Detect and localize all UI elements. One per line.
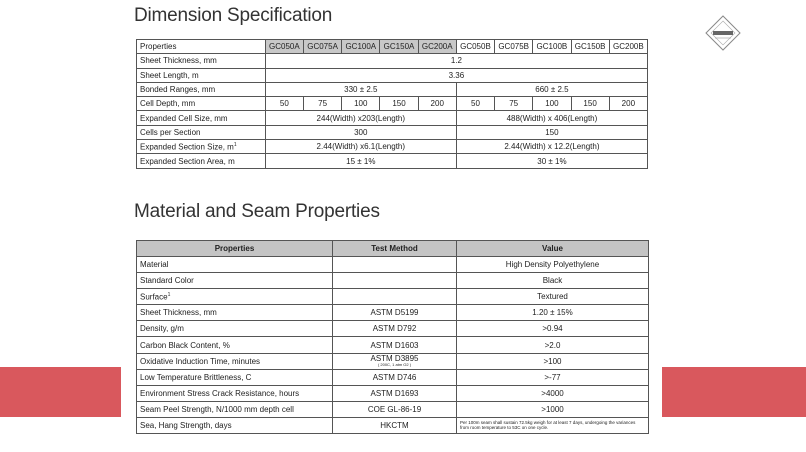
row-label: Expanded Cell Size, mm bbox=[137, 111, 266, 125]
table-row bbox=[137, 257, 649, 273]
table-row bbox=[137, 273, 649, 289]
table-row bbox=[137, 369, 649, 385]
property-cell: Environment Stress Crack Resistance, hours bbox=[137, 385, 333, 401]
property-text: Surface bbox=[140, 292, 168, 302]
cell-value: 300 bbox=[265, 125, 456, 139]
table-row bbox=[137, 54, 648, 68]
row-label-text: Expanded Section Size, m bbox=[140, 142, 234, 152]
cell-value: 150 bbox=[456, 125, 647, 139]
row-label bbox=[137, 140, 266, 154]
property-cell: Material bbox=[137, 257, 333, 273]
table-header-row bbox=[137, 241, 649, 257]
cell-value: 3.36 bbox=[265, 68, 647, 82]
cell-value: 244(Width) x203(Length) bbox=[265, 111, 456, 125]
footnote-mark: 1 bbox=[167, 291, 171, 298]
property-cell bbox=[137, 289, 333, 305]
decorative-band-right bbox=[662, 367, 806, 417]
row-label: Expanded Section Area, m bbox=[137, 154, 266, 168]
method-cell: ASTM D1693 bbox=[333, 385, 457, 401]
method-cell: ASTM D792 bbox=[333, 321, 457, 337]
cell-value: 150 bbox=[571, 97, 609, 111]
product-code: GC100A bbox=[342, 40, 380, 54]
table-row bbox=[137, 40, 648, 54]
product-code: GC050A bbox=[265, 40, 303, 54]
table-row bbox=[137, 305, 649, 321]
value-cell: High Density Polyethylene bbox=[457, 257, 649, 273]
cell-value: 75 bbox=[495, 97, 533, 111]
value-cell: >-77 bbox=[457, 369, 649, 385]
cell-value: 488(Width) x 406(Length) bbox=[456, 111, 647, 125]
method-cell: ASTM D746 bbox=[333, 369, 457, 385]
cell-value: 2.44(Width) x 12.2(Length) bbox=[456, 140, 647, 154]
value-cell: >0.94 bbox=[457, 321, 649, 337]
table-row bbox=[137, 97, 648, 111]
method-cell bbox=[333, 257, 457, 273]
properties-header: Properties bbox=[137, 40, 266, 54]
material-props-table bbox=[136, 240, 649, 434]
row-label: Cells per Section bbox=[137, 125, 266, 139]
table-row bbox=[137, 111, 648, 125]
product-code: GC075A bbox=[303, 40, 341, 54]
property-cell: Density, g/m bbox=[137, 321, 333, 337]
method-text: ASTM D3895 bbox=[370, 354, 419, 364]
product-code: GC050B bbox=[456, 40, 494, 54]
material-props-title: Material and Seam Properties bbox=[134, 201, 380, 222]
cell-value: 15 ± 1% bbox=[265, 154, 456, 168]
property-cell: Sheet Thickness, mm bbox=[137, 305, 333, 321]
table-row bbox=[137, 337, 649, 353]
cell-value: 50 bbox=[265, 97, 303, 111]
footnote-mark: 1 bbox=[233, 141, 237, 148]
property-cell: Low Temperature Brittleness, C bbox=[137, 369, 333, 385]
cell-value: 200 bbox=[609, 97, 647, 111]
property-cell: Standard Color bbox=[137, 273, 333, 289]
value-cell: >1000 bbox=[457, 401, 649, 417]
property-cell: Carbon Black Content, % bbox=[137, 337, 333, 353]
row-label: Bonded Ranges, mm bbox=[137, 82, 266, 96]
dimension-spec-table bbox=[136, 39, 648, 169]
product-code: GC075B bbox=[495, 40, 533, 54]
cell-value: 330 ± 2.5 bbox=[265, 82, 456, 96]
table-row bbox=[137, 125, 648, 139]
table-row bbox=[137, 401, 649, 417]
value-cell: >2.0 bbox=[457, 337, 649, 353]
table-row bbox=[137, 417, 649, 433]
method-condition: ( 200C, 1 atm O2 ) bbox=[377, 362, 412, 368]
method-cell: ASTM D5199 bbox=[333, 305, 457, 321]
method-cell bbox=[333, 273, 457, 289]
method-cell: COE GL-86-19 bbox=[333, 401, 457, 417]
cell-value: 150 bbox=[380, 97, 418, 111]
cell-value: 30 ± 1% bbox=[456, 154, 647, 168]
table-row bbox=[137, 154, 648, 168]
company-logo-icon bbox=[705, 15, 741, 51]
table-row bbox=[137, 68, 648, 82]
product-code: GC150B bbox=[571, 40, 609, 54]
product-code: GC200A bbox=[418, 40, 456, 54]
cell-value: 75 bbox=[303, 97, 341, 111]
cell-value: 100 bbox=[342, 97, 380, 111]
column-header: Properties bbox=[137, 241, 333, 257]
row-label: Sheet Length, m bbox=[137, 68, 266, 82]
value-cell: Textured bbox=[457, 289, 649, 305]
product-code: GC150A bbox=[380, 40, 418, 54]
table-row bbox=[137, 385, 649, 401]
value-cell: >100 bbox=[457, 353, 649, 369]
product-code: GC100B bbox=[533, 40, 571, 54]
dimension-spec-title: Dimension Specification bbox=[134, 5, 333, 26]
table-row bbox=[137, 353, 649, 369]
column-header: Value bbox=[457, 241, 649, 257]
value-cell: 1.20 ± 15% bbox=[457, 305, 649, 321]
table-row bbox=[137, 82, 648, 96]
value-cell-note: Per 100m seam shall sustain 72.5kg weigh for at least 7 days, undergoing the variances from room temperature to 53C on one cycle. bbox=[457, 417, 649, 433]
decorative-band-left bbox=[0, 367, 121, 417]
value-cell: >4000 bbox=[457, 385, 649, 401]
column-header: Test Method bbox=[333, 241, 457, 257]
cell-value: 1.2 bbox=[265, 54, 647, 68]
cell-value: 100 bbox=[533, 97, 571, 111]
method-cell: HKCTM bbox=[333, 417, 457, 433]
property-cell: Sea, Hang Strength, days bbox=[137, 417, 333, 433]
method-cell: ASTM D1603 bbox=[333, 337, 457, 353]
cell-value: 2.44(Width) x6.1(Length) bbox=[265, 140, 456, 154]
row-label: Cell Depth, mm bbox=[137, 97, 266, 111]
method-cell bbox=[333, 289, 457, 305]
product-code: GC200B bbox=[609, 40, 647, 54]
row-label: Sheet Thickness, mm bbox=[137, 54, 266, 68]
cell-value: 200 bbox=[418, 97, 456, 111]
table-row bbox=[137, 289, 649, 305]
table-row bbox=[137, 140, 648, 154]
property-cell: Seam Peel Strength, N/1000 mm depth cell bbox=[137, 401, 333, 417]
cell-value: 50 bbox=[456, 97, 494, 111]
table-row bbox=[137, 321, 649, 337]
method-cell bbox=[333, 353, 457, 369]
value-cell: Black bbox=[457, 273, 649, 289]
property-cell: Oxidative Induction Time, minutes bbox=[137, 353, 333, 369]
cell-value: 660 ± 2.5 bbox=[456, 82, 647, 96]
